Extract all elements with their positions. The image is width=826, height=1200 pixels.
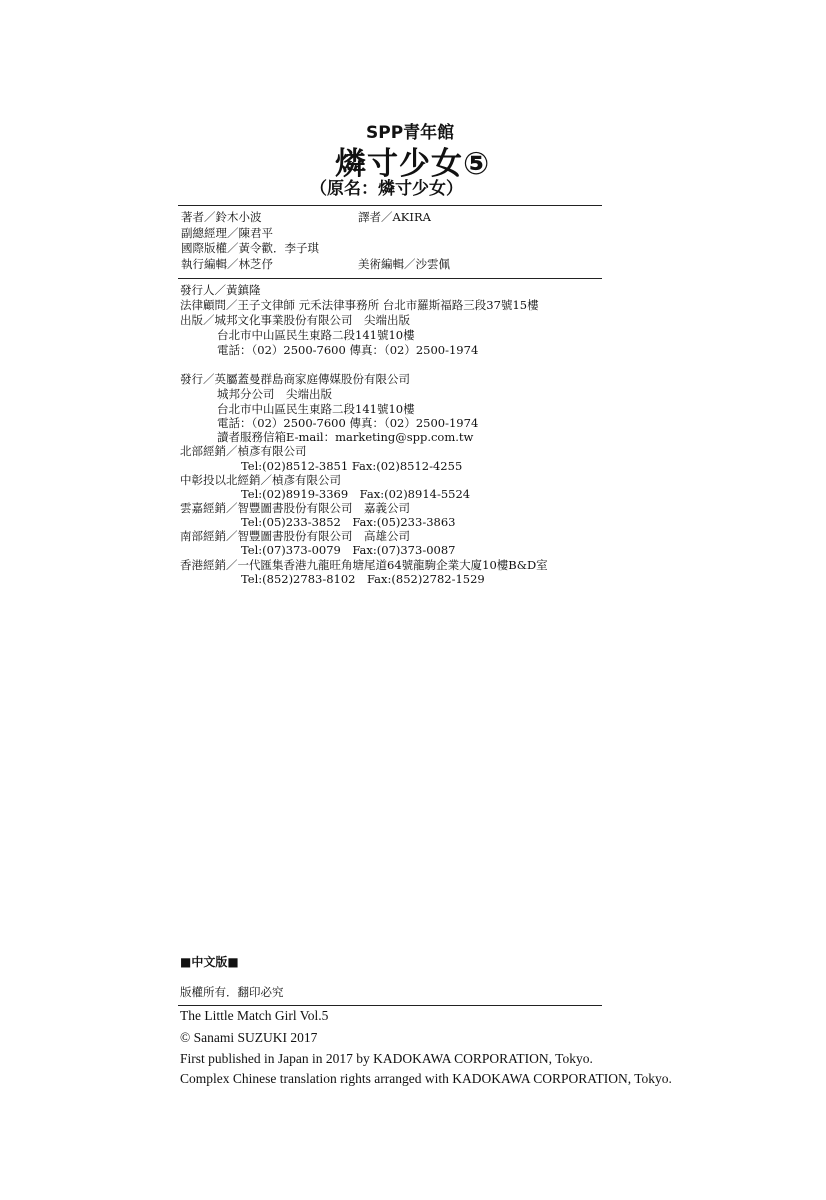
publisher-line: 出版／城邦文化事業股份有限公司 尖端出版 [180,313,410,327]
book-title: 燐寸少女⑤ [335,146,491,182]
north-contact: Tel:(02)8512-3851 Fax:(02)8512-4255 [241,459,463,473]
credit-exec-editor: 執行編輯／林芝伃 [181,257,273,271]
divider-top [178,205,602,206]
branch-phone: 電話：（02）2500-7600 傳真：（02）2500-1974 [217,416,479,430]
south-contact: Tel:(07)373-0079 Fax:(07)373-0087 [241,543,456,557]
rights-reserved: 版權所有．翻印必究 [180,985,284,999]
distributor-line: 發行／英屬蓋曼群島商家庭傳媒股份有限公司 [180,372,410,386]
credit-intl-rights: 國際版權／黃令歡．李子琪 [181,241,319,255]
central-north-distributor: 中彰投以北經銷／楨彥有限公司 [180,473,341,487]
divider-middle [178,278,602,279]
reader-email: 讀者服務信箱E-mail：marketing@spp.com.tw [217,430,474,444]
copyright-series: The Little Match Girl Vol.5 [180,1008,329,1023]
credit-author: 著者／鈴木小波 [181,210,262,224]
publisher-address: 台北市中山區民生東路二段141號10樓 [217,328,415,342]
credit-deputy-gm: 副總經理／陳君平 [181,226,273,240]
divider-bottom [178,1005,602,1006]
chiayi-distributor: 雲嘉經銷／智豐圖書股份有限公司 嘉義公司 [180,501,410,515]
hongkong-distributor: 香港經銷／一代匯集香港九龍旺角塘尾道64號龍駒企業大廈10樓B&D室 [180,558,548,572]
publisher-phone: 電話：（02）2500-7600 傳真：（02）2500-1974 [217,343,479,357]
credit-art-editor: 美術編輯／沙雲佩 [358,257,450,271]
hongkong-contact: Tel:(852)2783-8102 Fax:(852)2782-1529 [241,572,485,586]
issuer-line: 發行人／黃鎮隆 [180,283,261,297]
copyright-notice: © Sanami SUZUKI 2017 [180,1030,318,1045]
north-distributor: 北部經銷／楨彥有限公司 [180,444,307,458]
legal-counsel-line: 法律顧問／王子文律師 元禾法律事務所 台北市羅斯福路三段37號15樓 [180,298,539,312]
credit-translator: 譯者／AKIRA [358,210,431,224]
chiayi-contact: Tel:(05)233-3852 Fax:(05)233-3863 [241,515,456,529]
branch-address: 台北市中山區民生東路二段141號10樓 [217,402,415,416]
south-distributor: 南部經銷／智豐圖書股份有限公司 高雄公司 [180,529,410,543]
first-published-line: First published in Japan in 2017 by KADOKAWA CORPORATION, Tokyo. [180,1051,593,1066]
publisher-name: SPP青年館 [366,123,455,143]
central-north-contact: Tel:(02)8919-3369 Fax:(02)8914-5524 [241,487,471,501]
edition-heading: ■中文版■ [180,955,239,969]
translation-rights-line: Complex Chinese translation rights arranged with KADOKAWA CORPORATION, Tokyo. [180,1071,672,1086]
original-title: （原名：燐寸少女） [310,179,463,199]
branch-line: 城邦分公司 尖端出版 [217,387,332,401]
